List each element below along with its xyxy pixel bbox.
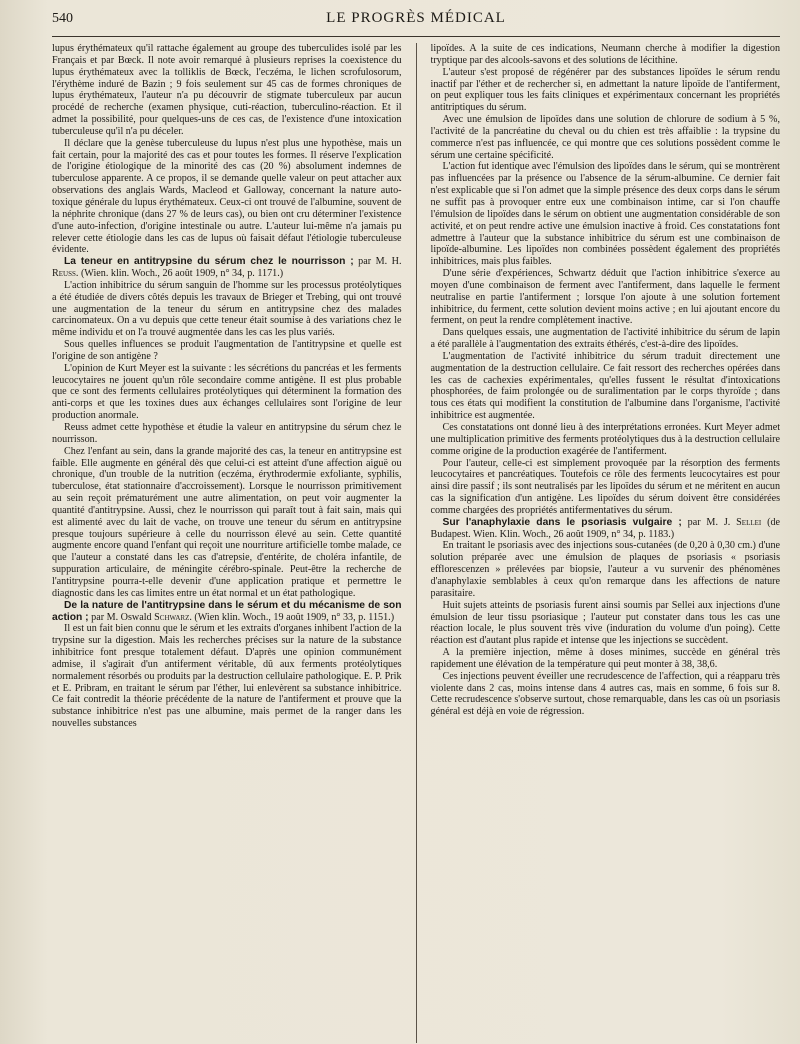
citation: (de Budapest. Wien. Klin. Woch., 26 août 1909, n° 34, p. 1183.) [430,516,781,540]
article-title: La teneur en antitrypsine du sérum chez le nourrisson ; [64,256,354,268]
article-title: Sur l'anaphylaxie dans le psoriasis vulgaire ; [442,516,682,528]
citation: . (Wien klin. Woch., 19 août 1909, n° 33, p. 1151.) [189,611,395,623]
article-heading [431,517,781,541]
paragraph: A la première injection, même à doses minimes, succède en général très rapidement une élévation de la température qui peut monter à 38, 38,6. [430,647,781,670]
author-name: Reuss [52,268,76,280]
paragraph: L'augmentation de l'activité inhibitrice du sérum traduit directement une augmentation de la destruction cellulaire. Ce fait ressort des recherches opérées dans les cas de cachexies expérimentales, qu'elles fussent le résultat d'intoxications phosphorées, de faim prolongée ou de suralimentation par le corps thyroïde ; dans tous ces états qui modifient la constitution de l'albumine dans l'organisme, l'activité inhibitrice est augmentée. [430,350,781,422]
paragraph: lupus érythémateux qu'il rattache également au groupe des tuberculides isolé par les Français et par Bœck. Il note avoir remarqué à plusieurs reprises la coexistence du lupus érythémateux avec la tolliklis de Bœck, l'eczéma, le lichen scrofulosorum, l'érythème induré de Bazin ; 9 fois seulement sur 45 cas de formes chroniques de lupus érythémateux, l'auteur n'a pu découvrir de stigmate tuberculeux par aucun procédé de recherche (examen physique, cuti-réaction, tuberculino-réaction. Et il admet la possibilité, pour quelques-uns de ces cas, de l'existence d'une intoxication tuberculeuse qu'il n'a pu déceler. [52,43,402,137]
paragraph: Il déclare que la genèse tuberculeuse du lupus n'est plus une hypothèse, mais un fait certain, pour la majorité des cas et pour toutes les formes. Il réserve l'explication de l'origine étiologique de la minorité des cas (20 %) absolument indemnes de tuberculose apparente. A ce propos, il se demande quelle valeur on peut attacher aux observations des anglais Wards, Macleod et Galloway, concernant la nature auto-toxique générale du lupus érythémateux. Ceux-ci ont trouvé de l'albumine, souvent de la néphrite chronique (dans 27 % de leurs cas), ou bien ont cru déterminer l'existence d'une auto-infection, d'origine intestinale ou autre. L'auteur lui-même n'a jamais pu relever cette étiologie dans les cas de lupus où faisait défaut l'étiologie tuberculeuse évidente. [52,137,402,256]
paragraph: Huit sujets atteints de psoriasis furent ainsi soumis par Sellei aux injections d'une émulsion de leur tissu psoriasique ; l'auteur put constater dans tous les cas une réaction locale, le plus souvent très vive (induration du volume d'un poing). Cette réaction est d'autant plus rapide et intense que les injections se succèdent. [430,599,781,647]
text-columns [52,43,780,1043]
author-name: Schwarz [154,611,190,623]
author-name: Sellei [736,516,762,528]
paragraph: Ces injections peuvent éveiller une recrudescence de l'affection, qui a réapparu très violente dans 2 cas, moins intense dans 4 autres cas, mais en somme, 6 fois sur 8. Cette recrudescence s'observe surtout, chose remarquable, dans les cas où un psoriasis général est déjà en voie de régression. [430,670,781,718]
author-prefix: par M. H. [353,256,402,268]
author-prefix: par M. J. [681,516,737,528]
paragraph: D'une série d'expériences, Schwartz déduit que l'action inhibitrice s'exerce au moyen d'une combinaison de ferment avec l'antiferment, dans laquelle le ferment neutralise en partie l'antiferment ; lorsque l'on ajoute à une solution fortement inhibitrice, du ferment, cette solution devient moins active ; en lui ajoutant encore du ferment, on peut la rendre complètement inactive. [430,268,781,327]
paragraph: Sous quelles influences se produit l'augmentation de l'antitrypsine et quelle est l'origine de son antigène ? [52,339,402,362]
article-title: De la nature de l'antitrypsine dans le sérum et du mécanisme de son action ; [52,599,402,623]
paragraph: Il est un fait bien connu que le sérum et les extraits d'organes inhibent l'action de la trypsine sur la digestion. Mais les recherches précises sur la nature de la substance inhibitrice font presque totalement défaut. D'après une opinion communément admise, il s'agirait d'un antiferment véritable, dû aux ferments protéolytiques normalement résorbés ou produits par la destruction cellulaire pathologique. E. P. Prik et E. Pribram, en traitant le sérum par l'éther, lui enlevèrent sa substance inhibitrice. Ce fait contredit la théorie précédente de la nature de l'antiferment et prouve que la substance inhibitrice n'est pas une albumine, mais permet de la ranger dans les nouvelles substances [52,623,402,730]
column-divider [416,43,417,1043]
paragraph: Reuss admet cette hypothèse et étudie la valeur en antitrypsine du sérum chez le nourrisson. [52,422,402,445]
page-header [52,10,780,37]
right-column [431,43,781,1043]
paragraph: L'action inhibitrice du sérum sanguin de l'homme sur les processus protéolytiques a été étudiée de divers côtés depuis les travaux de Brieger et Trebing, qui ont trouvé une augmentation de la teneur du sérum en antitrypsine chez des malades carcinomateux. On a vu depuis que cette teneur était soumise à des variations chez le même individu et on l'a trouvé augmentée dans les cas les plus variés. [52,279,402,339]
paragraph: L'auteur s'est proposé de régénérer par des substances lipoïdes le sérum rendu inactif par l'éther et de rechercher si, en admettant la nature lipoïde de l'antiferment, on peut expliquer tous les faits cliniques et expérimentaux concernant les propriétés antitriptiques du sérum. [430,66,781,114]
paragraph: Dans quelques essais, une augmentation de l'activité inhibitrice du sérum de lapin a été parallèle à l'augmentation des extraits éthérés, c'est-à-dire des lipoïdes. [430,327,781,351]
left-column [52,43,402,1043]
paragraph: lipoïdes. A la suite de ces indications, Neumann cherche à modifier la digestion tryptique par des alcools-savons et des solutions de lécithine. [430,43,781,66]
running-title: LE PROGRÈS MÉDICAL [326,10,506,26]
article-heading [52,256,402,280]
paragraph: L'opinion de Kurt Meyer est la suivante : les sécrétions du pancréas et les ferments leucocytaires ne jouent qu'un rôle secondaire comme antigène. Il est plus probable que ce sont des ferments cellulaires protéolytiques qui déterminent la formation des anti-corps et que les toxines dues aux échanges cellulaires sont l'origine de leur production anormale. [52,362,402,422]
citation: . (Wien. klin. Woch., 26 août 1909, n° 34, p. 1171.) [75,268,284,280]
author-prefix: par M. Oswald [88,611,155,623]
page-number: 540 [52,11,73,26]
paragraph: Avec une émulsion de lipoïdes dans une solution de chlorure de sodium à 5 %, l'activité de la pancréatine du cheval ou du chien est très affaiblie : la trypsine du commerce n'est pas influencée, ce qui montre que ces solutions possèdent comme le sérum une certaine spécificité. [430,114,781,161]
article-heading [52,600,402,624]
paragraph: L'action fut identique avec l'émulsion des lipoïdes dans le sérum, qui se montrèrent pas influencées par la présence ou l'absence de la sérum-albumine. Ce dernier fait n'est explicable que si l'on admet que la simple présence des deux corps dans le sérum ne suffit pas à provoquer entre eux une combinaison intime, car si l'on chauffe l'émulsion de lipoïdes dans le sérum on obtient une augmentation considérable de son activité, et on peut rendre active une émulsion inactive à froid. Ces constatations font admettre à l'auteur que la substance inhibitrice du sérum est une combinaison de lipoïde-albumine. Les lipoïdes non combinées possèdent également des propriétés inhibitrices, mais plus faibles. [430,161,781,268]
paragraph: Ces constatations ont donné lieu à des interprétations erronées. Kurt Meyer admet une multiplication primitive des ferments protéolytiques dus à la destruction cellulaire comme origine de la production exagérée de l'antiferment. [430,422,781,457]
paragraph: Pour l'auteur, celle-ci est simplement provoquée par la résorption des ferments leucocytaires et pancréatiques. Toutefois ce rôle des ferments leucocytaires est pour ainsi dire passif ; ils sont neutralisés par les lipoïdes du sérum et ne méritent en aucun cas la signification d'un antigène. Les lipoïdes du sérum doivent être considérées comme chargées des propriétés antifermentatives du sérum. [430,457,781,516]
paragraph: En traitant le psoriasis avec des injections sous-cutanées (de 0,20 à 0,30 cm.) d'une solution préparée avec une émulsion de plaques de psoriasis « psoriasis efflorescenzen » prélevées par biopsie, l'auteur a vu survenir des phénomènes d'anaphylaxie semblables à ceux qu'on remarque dans les affections de nature parasitaire. [430,540,781,599]
paragraph: Chez l'enfant au sein, dans la grande majorité des cas, la teneur en antitrypsine est faible. Elle augmente en général dès que celui-ci est atteint d'une affection aiguë ou chronique, d'un trouble de la nutrition (eczéma, érythrodermie exfoliante, syphilis, tuberculose, état stationnaire d'accroissement). Lorsque le nourrisson primitivement au sein reçoit prématurément une autre alimentation, on peut voir augmenter la quantité d'antitrypsine. Aussi, chez le nourrisson qui paraît tout à fait sain, mais qui est alimenté avec du lait de vache, on trouve une teneur du sérum en antitrypsine presque toujours supérieure à celle du nourrisson élevé au sein. Cette quantité augmente encore quand l'enfant qui reçoit une nourriture artificielle tombe malade, ce que l'auteur a constaté dans les cas d'atrepsie, d'entérite, de choléra infantile, de suppuration articulaire, de méningite cérébro-spinale. Peut-être la recherche de l'antitrypsine pourra-t-elle devenir d'une application pratique et permettre le diagnostic dans les cas limites entre un état normal et un état pathologique. [52,445,402,599]
